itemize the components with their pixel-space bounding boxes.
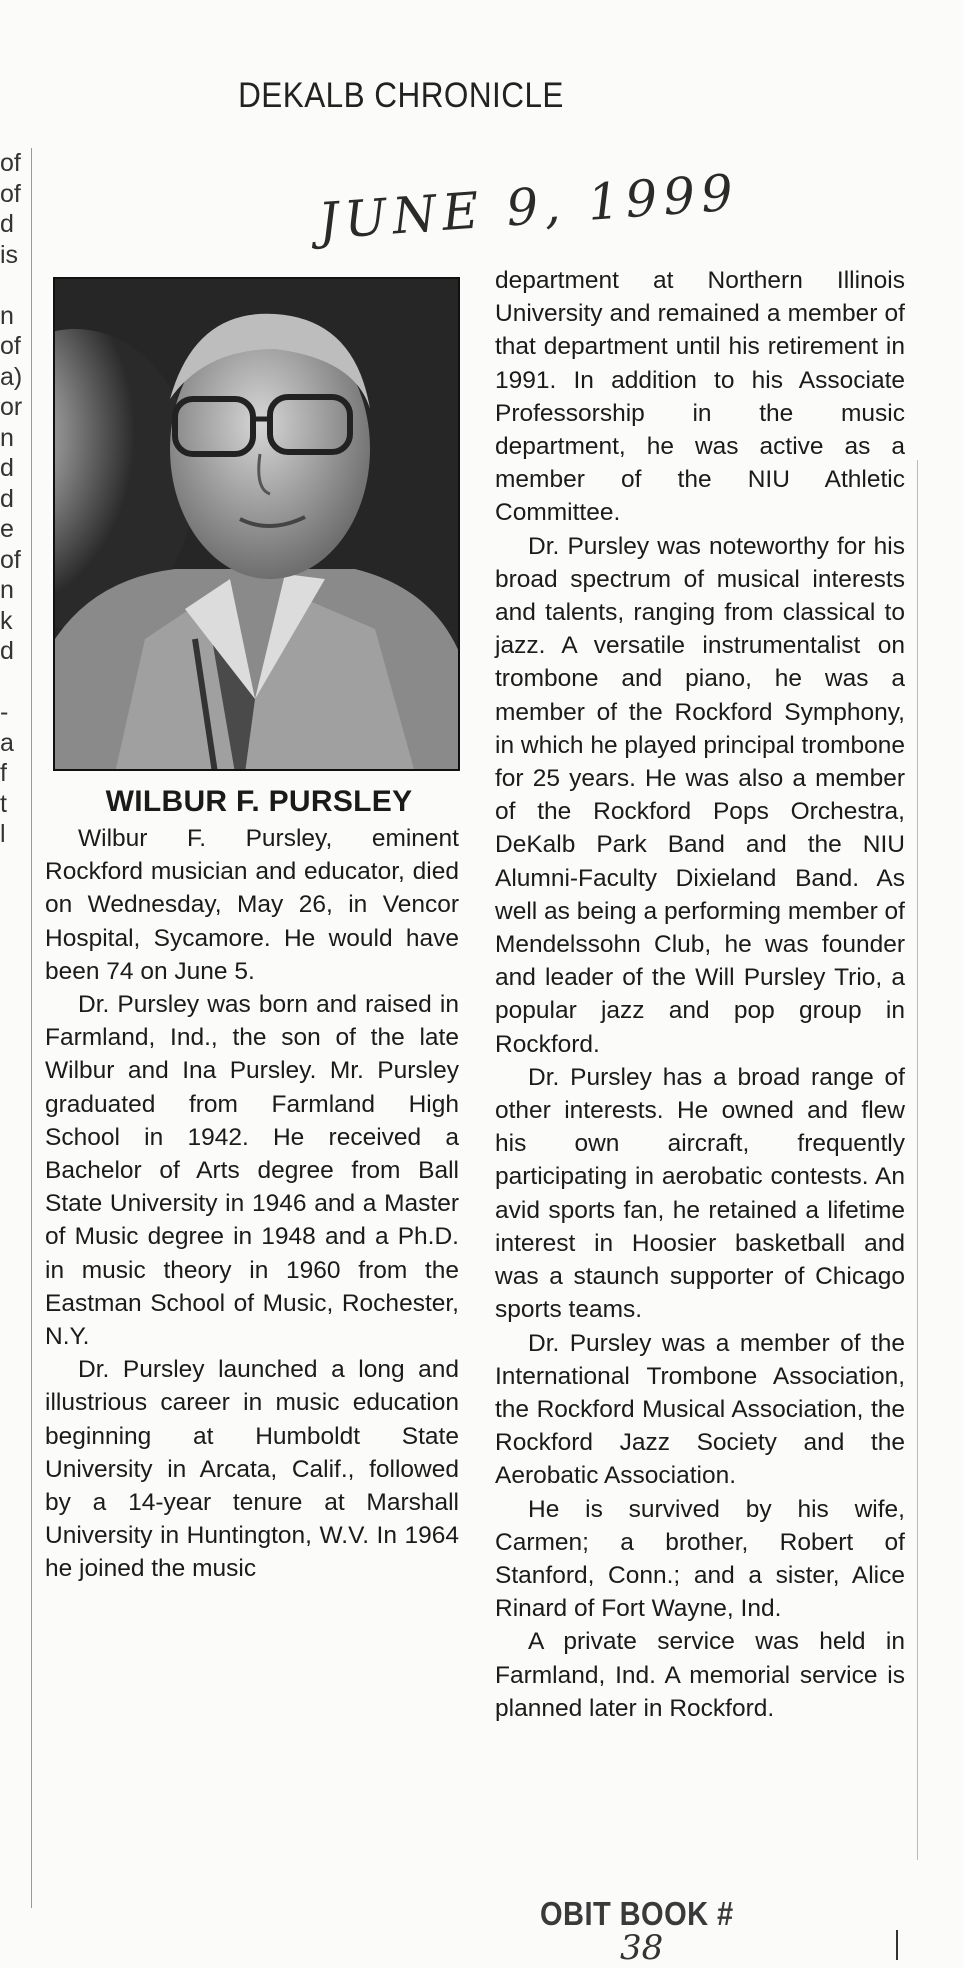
fragment-line: of [0, 332, 21, 360]
column-rule-right [917, 460, 918, 1860]
fragment-line: n [0, 423, 14, 452]
article-paragraph: Dr. Pursley was born and raised in Farmland, Ind., the son of the late Wilbur and Ina Pursley. Mr. Pursley graduated from Farmland High School in 1942. He received a Bachelor of Arts degree from Ball State University in 1946 and a Master of Music degree in 1948 and a Ph.D. in music theory in 1960 from the Eastman School of Music, Rochester, N.Y. [45, 991, 459, 1351]
fragment-line: t [0, 789, 7, 818]
fragment-line: a) [0, 362, 23, 391]
fragment-line: l [0, 820, 6, 848]
article-paragraph: Dr. Pursley has a broad range of other interests. He owned and flew his own aircraft, frequently participating in aerobatic contests. An avid sports fan, he retained a lifetime interest in Hoosier basketball and was a staunch supporter of Chicago sports teams. [495, 1063, 905, 1324]
article-paragraph: Dr. Pursley was noteworthy for his broad spectrum of musical interests and talents, ranging from classical to jazz. A versatile instrumentalist on trombone and piano, he was a member of the Rockford Symphony, in which he played principal trombone for 25 years. He was also a member of the Rockford Pops Orchestra, DeKalb Park Band and the NIU Alumni-Faculty Dixieland Band. As well as being a performing member of Mendelssohn Club, he was founder and leader of the Will Pursley Trio, a popular jazz and pop group in Rockford. [495, 532, 905, 1058]
fragment-line: d [0, 637, 14, 665]
fragment-line: or [0, 393, 23, 421]
fragment-line: of [0, 179, 21, 208]
obit-book-label: OBIT BOOK # [540, 1895, 734, 1932]
article-paragraph: A private service was held in Farmland, Ind. A memorial service is planned later in Rockford. [495, 1628, 905, 1722]
article-paragraph: Dr. Pursley launched a long and illustrious career in music education beginning at Humboldt State University in Arcata, Calif., followed by a 14-year tenure at Marshall University in Huntington, W.V. In 1964 he joined the music [45, 1356, 459, 1583]
fragment-line: f [0, 759, 7, 787]
obituary-headline: WILBUR F. PURSLEY [105, 785, 413, 818]
fragment-line: e [0, 515, 14, 543]
article-paragraph: He is survived by his wife, Carmen; a brother, Robert of Stanford, Conn.; and a sister, Alice Rinard of Fort Wayne, Ind. [495, 1495, 905, 1623]
fragment-line: n [0, 576, 14, 604]
portrait-photo [53, 277, 460, 771]
masthead: DEKALB CHRONICLE [238, 76, 564, 115]
fragment-line: a [0, 728, 14, 757]
column-rule-left [31, 148, 32, 1908]
fragment-line: is [0, 240, 19, 269]
fragment-line: d [0, 484, 14, 513]
fragment-line [0, 270, 30, 301]
adjacent-column-fragments [0, 148, 30, 850]
article-column-2 [495, 264, 905, 1725]
article-column-1 [45, 822, 459, 1586]
fragment-line [0, 667, 30, 698]
fragment-line: k [0, 606, 13, 635]
fragment-line: of [0, 545, 21, 574]
fragment-line: d [0, 210, 14, 238]
article-paragraph: Dr. Pursley was a member of the International Trombone Association, the Rockford Musical Association, the Rockford Jazz Society and the Aerobatic Association. [495, 1329, 905, 1490]
obit-book-number: 38 [620, 1928, 664, 1968]
fragment-line: n [0, 301, 14, 330]
handwritten-date: JUNE 9, 1999 [316, 163, 741, 251]
portrait-illustration [55, 279, 460, 771]
fragment-line: of [0, 149, 21, 177]
fragment-line: d [0, 454, 14, 482]
article-paragraph: department at Northern Illinois University and remained a member of that department until his retirement in 1991. In addition to his Associate Professorship in the music department, he was active as a member of the NIU Athletic Committee. [495, 267, 905, 527]
article-paragraph: Wilbur F. Pursley, eminent Rockford musician and educator, died on Wednesday, May 26, in Vencor Hospital, Sycamore. He would have been 74 on June 5. [45, 825, 459, 985]
fragment-line: - [0, 698, 9, 726]
